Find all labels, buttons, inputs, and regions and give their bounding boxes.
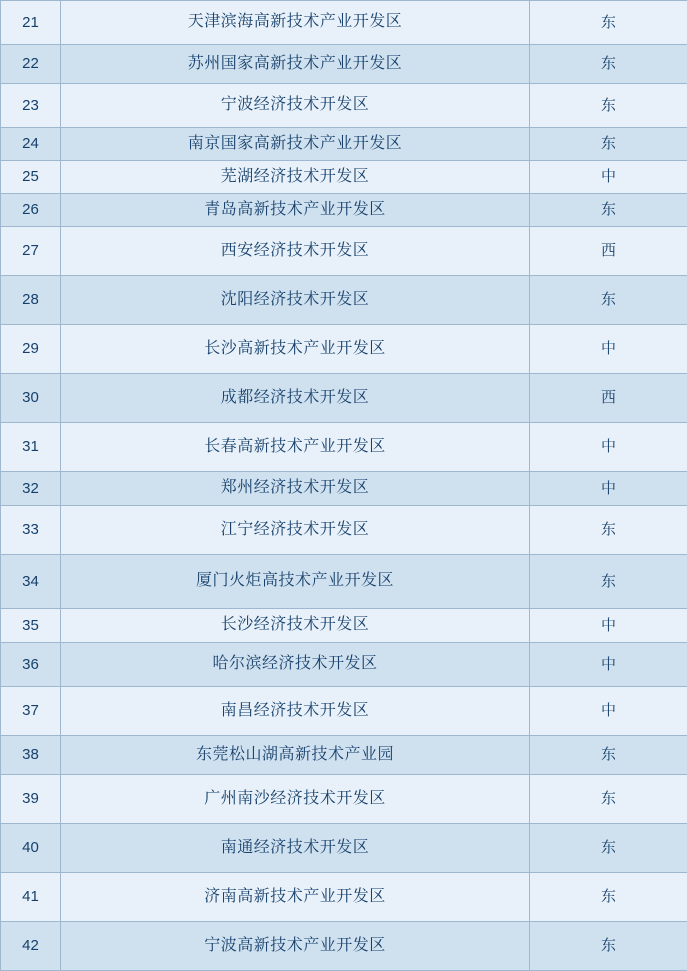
region-cell: 中 <box>530 325 687 374</box>
table-row <box>1 555 687 609</box>
table-row <box>1 922 687 971</box>
table-row <box>1 45 687 84</box>
table-row <box>1 128 687 161</box>
region-cell: 中 <box>530 643 687 687</box>
region-cell: 东 <box>530 84 687 128</box>
rank-cell: 21 <box>1 1 61 45</box>
table-row <box>1 824 687 873</box>
table-row <box>1 775 687 824</box>
zone-name-cell: 南通经济技术开发区 <box>61 824 530 873</box>
rank-cell: 40 <box>1 824 61 873</box>
zone-name-cell: 南昌经济技术开发区 <box>61 687 530 736</box>
rank-cell: 33 <box>1 506 61 555</box>
region-cell: 东 <box>530 922 687 971</box>
table-row <box>1 506 687 555</box>
zone-name-cell: 长春高新技术产业开发区 <box>61 423 530 472</box>
zone-name-cell: 西安经济技术开发区 <box>61 227 530 276</box>
rank-cell: 24 <box>1 128 61 161</box>
rank-cell: 35 <box>1 609 61 643</box>
table-row <box>1 84 687 128</box>
table-row <box>1 423 687 472</box>
table-row <box>1 736 687 775</box>
rank-cell: 38 <box>1 736 61 775</box>
region-cell: 东 <box>530 506 687 555</box>
region-cell: 西 <box>530 374 687 423</box>
zone-name-cell: 宁波高新技术产业开发区 <box>61 922 530 971</box>
region-cell: 中 <box>530 609 687 643</box>
region-cell: 东 <box>530 276 687 325</box>
rank-cell: 31 <box>1 423 61 472</box>
region-cell: 东 <box>530 194 687 227</box>
zone-name-cell: 南京国家高新技术产业开发区 <box>61 128 530 161</box>
rank-cell: 32 <box>1 472 61 506</box>
region-cell: 中 <box>530 687 687 736</box>
rank-cell: 26 <box>1 194 61 227</box>
table-row <box>1 472 687 506</box>
table-row <box>1 374 687 423</box>
zone-name-cell: 青岛高新技术产业开发区 <box>61 194 530 227</box>
zone-name-cell: 江宁经济技术开发区 <box>61 506 530 555</box>
region-cell: 中 <box>530 161 687 194</box>
table-body <box>1 1 687 971</box>
region-cell: 中 <box>530 472 687 506</box>
table-row <box>1 161 687 194</box>
rank-cell: 22 <box>1 45 61 84</box>
rank-cell: 34 <box>1 555 61 609</box>
rank-cell: 23 <box>1 84 61 128</box>
zone-name-cell: 苏州国家高新技术产业开发区 <box>61 45 530 84</box>
table-row <box>1 227 687 276</box>
region-cell: 东 <box>530 555 687 609</box>
region-cell: 东 <box>530 1 687 45</box>
zone-name-cell: 厦门火炬高技术产业开发区 <box>61 555 530 609</box>
rank-cell: 28 <box>1 276 61 325</box>
rank-cell: 27 <box>1 227 61 276</box>
table-row <box>1 1 687 45</box>
rank-cell: 29 <box>1 325 61 374</box>
zone-name-cell: 宁波经济技术开发区 <box>61 84 530 128</box>
rank-cell: 37 <box>1 687 61 736</box>
zone-name-cell: 哈尔滨经济技术开发区 <box>61 643 530 687</box>
zone-name-cell: 济南高新技术产业开发区 <box>61 873 530 922</box>
rank-cell: 41 <box>1 873 61 922</box>
table-row <box>1 194 687 227</box>
table-row <box>1 325 687 374</box>
rank-cell: 36 <box>1 643 61 687</box>
zone-name-cell: 郑州经济技术开发区 <box>61 472 530 506</box>
table-row <box>1 873 687 922</box>
region-cell: 中 <box>530 423 687 472</box>
table-row <box>1 643 687 687</box>
region-cell: 东 <box>530 775 687 824</box>
zone-name-cell: 成都经济技术开发区 <box>61 374 530 423</box>
region-cell: 东 <box>530 45 687 84</box>
rank-cell: 39 <box>1 775 61 824</box>
zone-name-cell: 芜湖经济技术开发区 <box>61 161 530 194</box>
zone-name-cell: 长沙高新技术产业开发区 <box>61 325 530 374</box>
zone-name-cell: 广州南沙经济技术开发区 <box>61 775 530 824</box>
region-cell: 东 <box>530 873 687 922</box>
table-row <box>1 276 687 325</box>
rank-cell: 25 <box>1 161 61 194</box>
region-cell: 东 <box>530 824 687 873</box>
table-row <box>1 609 687 643</box>
zone-name-cell: 沈阳经济技术开发区 <box>61 276 530 325</box>
rank-cell: 42 <box>1 922 61 971</box>
zone-name-cell: 天津滨海高新技术产业开发区 <box>61 1 530 45</box>
region-cell: 东 <box>530 128 687 161</box>
rank-cell: 30 <box>1 374 61 423</box>
zone-name-cell: 长沙经济技术开发区 <box>61 609 530 643</box>
table-row <box>1 687 687 736</box>
region-cell: 东 <box>530 736 687 775</box>
region-cell: 西 <box>530 227 687 276</box>
zone-name-cell: 东莞松山湖高新技术产业园 <box>61 736 530 775</box>
